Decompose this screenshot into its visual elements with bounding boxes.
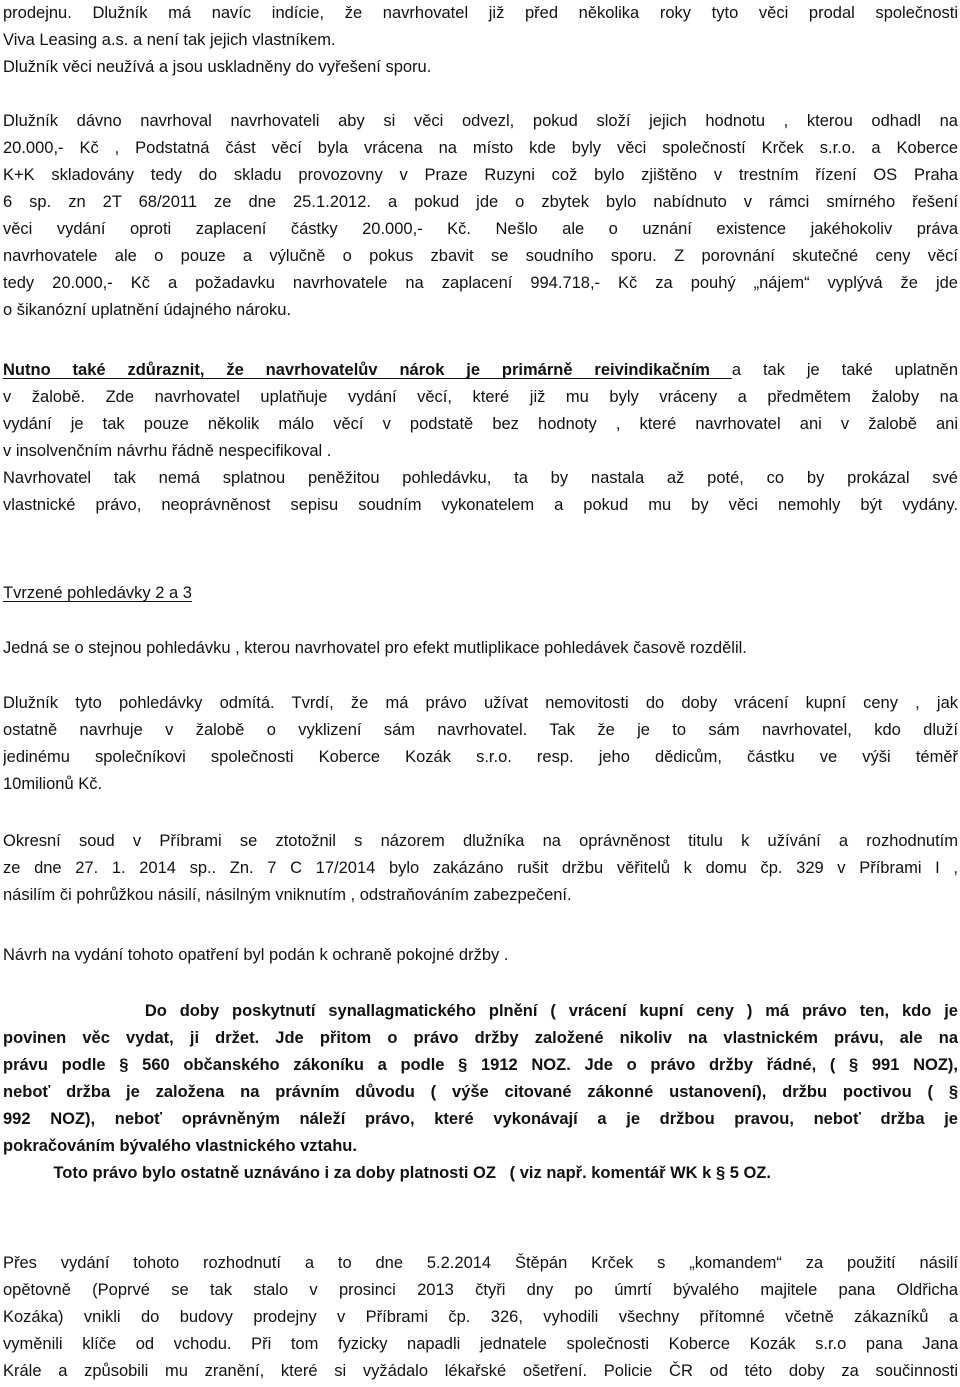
text-line (3, 828, 958, 855)
text-line (3, 771, 958, 798)
text-line (3, 635, 958, 662)
text-run: Přes vydání tohoto rozhodnutí a to dne 5.2.2014 Štěpán Krček s „komandem“ za použití násilí (3, 1254, 958, 1272)
text-line (3, 135, 958, 162)
text-line (3, 1304, 958, 1331)
text-run: vyměnili klíče od vchodu. Při tom fyzicky napadli jednatele společnosti Koberce Kozák s.r.o pana Jana (3, 1335, 958, 1353)
text-run: v insolvenčním návrhu řádně nespecifikoval . (3, 442, 332, 460)
text-line (3, 1133, 958, 1160)
text-run-bold-underlined: Nutno také zdůraznit, že navrhovatelův nárok je primárně reivindikačním (3, 361, 732, 379)
text-line (3, 243, 958, 270)
text-line (3, 384, 958, 411)
text-run: věci vydání oproti zaplacení částky 20.000,- Kč. Nešlo ale o uznání existence jakéhokoliv práva (3, 220, 958, 238)
text-run: K+K skladovány tedy do skladu provozovny v Praze Ruzyni což bylo zjištěno v trestním řízení OS Praha (3, 166, 958, 184)
paragraph-court-decision (3, 828, 958, 909)
text-line (3, 1160, 958, 1187)
text-line (3, 744, 958, 771)
text-line (3, 1358, 958, 1385)
paragraph-sale-claim (3, 0, 958, 81)
text-line (3, 1277, 958, 1304)
text-run-bold: Toto právo bylo ostatně uznáváno i za doby platnosti OZ ( viz např. komentář WK k § 5 OZ. (3, 1164, 771, 1182)
paragraph-right-of-possession (3, 998, 958, 1187)
text-run-bold: 992 NOZ), neboť oprávněným náleží právo, které vykonávají a je držbou pravou, neboť držba je (3, 1110, 958, 1128)
paragraph-reivindication (3, 357, 958, 519)
text-line (3, 1250, 958, 1277)
text-line (3, 411, 958, 438)
text-run: v žalobě. Zde navrhovatel uplatňuje vydání věcí, které již mu byly vráceny a předmětem žaloby na (3, 388, 958, 406)
text-line (3, 580, 958, 607)
text-run: prodejnu. Dlužník má navíc indície, že navrhovatel již před několika roky tyto věci prodal společnosti (3, 4, 958, 22)
text-run: a tak je také uplatněn (731, 361, 958, 379)
text-line (3, 1331, 958, 1358)
text-run: Viva Leasing a.s. a není tak jejich vlastníkem. (3, 31, 336, 49)
text-line (3, 216, 958, 243)
paragraph-valuation (3, 108, 958, 324)
text-line (3, 492, 958, 519)
text-run-bold: neboť držba je založena na právním důvodu ( výše citované zákonné ustanovení), držbu poctivou ( § (3, 1083, 958, 1101)
text-run: Návrh na vydání tohoto opatření byl podán k ochraně pokojné držby . (3, 946, 509, 964)
text-line (3, 1025, 958, 1052)
text-line (3, 998, 958, 1025)
text-run: Dlužník věci neužívá a jsou uskladněny do vyřešení sporu. (3, 58, 432, 76)
text-run: Navrhovatel tak nemá splatnou peněžitou pohledávku, ta by nastala až poté, co by prokázal své (3, 469, 958, 487)
text-run: opětovně (Poprvé se tak stalo v prosinci 2013 čtyři dny po úmrtí bývalého majitele pana Oldřicha (3, 1281, 958, 1299)
text-run: Dlužník tyto pohledávky odmítá. Tvrdí, že má právo užívat nemovitosti do doby vrácení kupní ceny , jak (3, 694, 958, 712)
text-run-bold: právu podle § 560 občanského zákoníku a podle § 1912 NOZ. Jde o právo držby řádné, ( § 991 NOZ), (3, 1056, 958, 1074)
text-line (3, 189, 958, 216)
text-line (3, 297, 958, 324)
text-line (3, 54, 958, 81)
text-run: vlastnické právo, neoprávněnost sepisu soudním vykonatelem a pokud mu by věci nemohly být vydány. (3, 496, 958, 514)
text-line (3, 108, 958, 135)
text-run: navrhovatele ale o pouze a výlučně o pokus zbavit se soudního sporu. Z porovnání skutečné ceny věcí (3, 247, 958, 265)
paragraph-break-in (3, 1250, 958, 1385)
paragraph-measure-proposal (3, 942, 958, 969)
text-run: 6 sp. zn 2T 68/2011 ze dne 25.1.2012. a pokud jde o zbytek bylo nabídnuto v rámci smírného řešení (3, 193, 958, 211)
text-run: tedy 20.000,- Kč a požadavku navrhovatele na zaplacení 994.718,- Kč za pouhý „nájem“ vyplývá že jde (3, 274, 958, 292)
text-line (3, 717, 958, 744)
text-line (3, 882, 958, 909)
text-run-bold: pokračováním bývalého vlastnického vztahu. (3, 1137, 357, 1155)
text-run: 10milionů Kč. (3, 775, 103, 793)
text-line (3, 270, 958, 297)
text-run: násilím či pohrůžkou násilí, násilným vniknutím , odstraňováním zabezpečení. (3, 886, 572, 904)
text-line (3, 438, 958, 465)
text-run: ostatně navrhuje v žalobě o vyklizení sám navrhovatel. Tak že je to sám navrhovatel, kdo dluží (3, 721, 958, 739)
text-run: Krále a způsobili mu zranění, které si vyžádalo lékařské ošetření. Policie ČR od této doby za součinnosti (3, 1362, 958, 1380)
text-run: vydání je tak pouze několik málo věcí v podstatě bez hodnoty , které navrhovatel ani v žalobě ani (3, 415, 958, 433)
text-line (3, 1052, 958, 1079)
text-line (3, 0, 958, 27)
text-line (3, 1106, 958, 1133)
text-line (3, 690, 958, 717)
text-line (3, 942, 958, 969)
text-run: jedinému společníkovi společnosti Koberce Kozák s.r.o. resp. jeho dědicům, částku ve výši téměř (3, 748, 958, 766)
text-run: 20.000,- Kč , Podstatná část věcí byla vrácena na místo kde byly věci společností Krček s.r.o. a Koberce (3, 139, 958, 157)
text-run: Jedná se o stejnou pohledávku , kterou navrhovatel pro efekt mutliplikace pohledávek časově rozdělil. (3, 639, 747, 657)
text-run: ze dne 27. 1. 2014 sp.. Zn. 7 C 17/2014 bylo zakázáno rušit držbu věřitelů k domu čp. 329 v Příbrami I , (3, 859, 958, 877)
text-line (3, 465, 958, 492)
text-run-bold: Do doby poskytnutí synallagmatického plnění ( vrácení kupní ceny ) má právo ten, kdo je (3, 1002, 958, 1020)
text-run: Kozáka) vnikli do budovy prodejny v Příbrami čp. 326, vyhodili všechny přítomné včetně zákazníků a (3, 1308, 958, 1326)
text-run: Dlužník dávno navrhoval navrhovateli aby si věci odvezl, pokud složí jejich hodnotu , kterou odhadl na (3, 112, 958, 130)
section-heading-claims-2-3 (3, 580, 958, 607)
text-run: o šikanózní uplatnění údajného nároku. (3, 301, 292, 319)
text-run-bold: povinen věc vydat, ji držet. Jde přitom o právo držby založené nikoliv na vlastnickém právu, ale na (3, 1029, 958, 1047)
text-line (3, 162, 958, 189)
text-run: Okresní soud v Příbrami se ztotožnil s názorem dlužníka na oprávněnost titulu k užívání a rozhodnutím (3, 832, 958, 850)
section-title: Tvrzené pohledávky 2 a 3 (3, 584, 192, 602)
paragraph-debtor-rejects (3, 690, 958, 798)
text-line (3, 27, 958, 54)
text-line (3, 1079, 958, 1106)
text-line (3, 357, 958, 384)
text-line (3, 855, 958, 882)
paragraph-same-claim (3, 635, 958, 662)
